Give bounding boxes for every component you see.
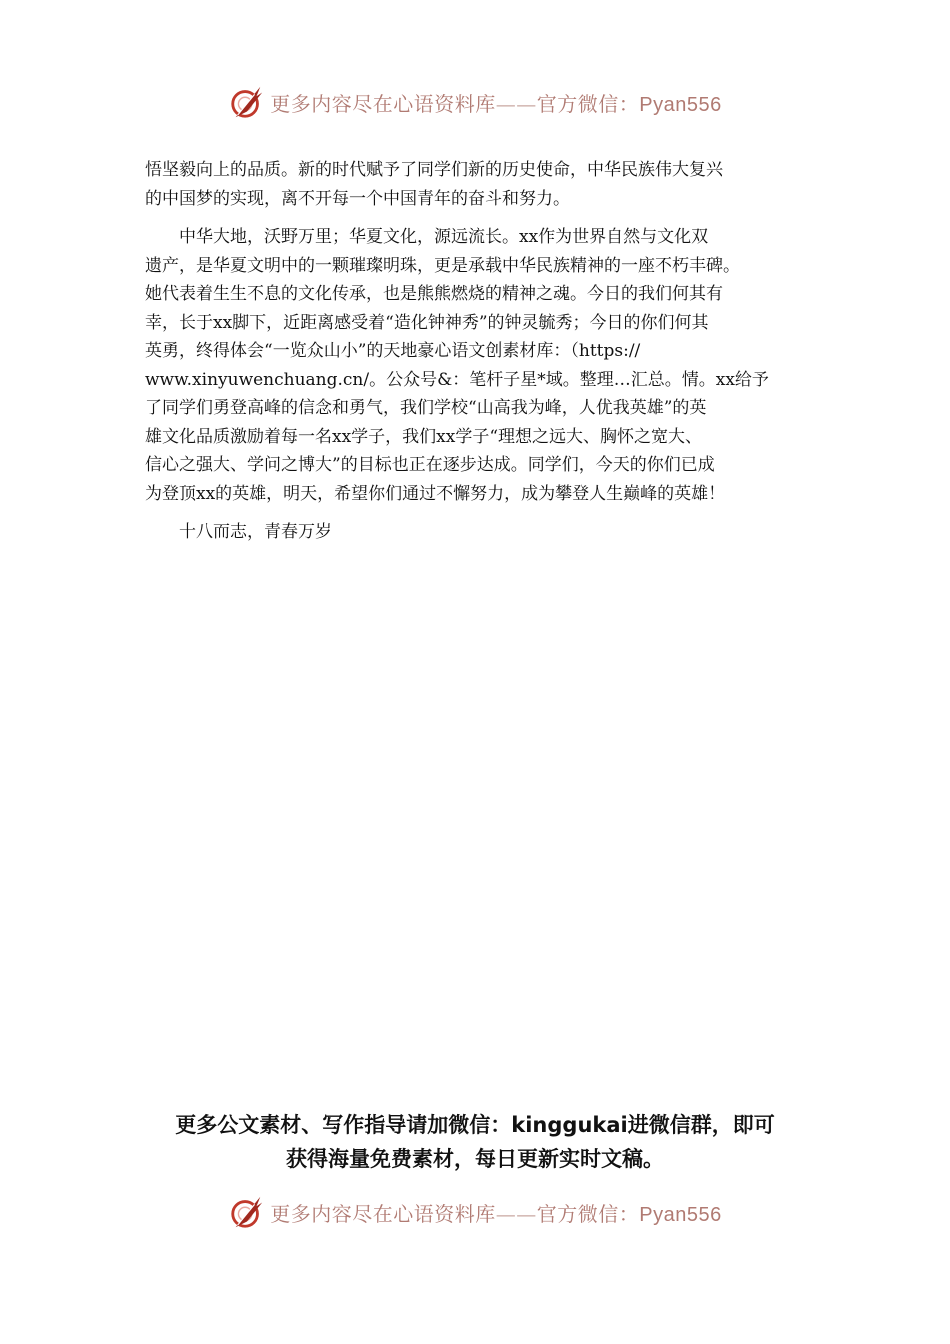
paragraph-line: 为登顶xx的英雄，明天，希望你们通过不懈努力，成为攀登人生巅峰的英雄！: [145, 483, 726, 504]
paragraph-line: 遗产，是华夏文明中的一颗璀璨明珠，更是承载中华民族精神的一座不朽丰碑。: [145, 255, 740, 276]
paragraph-3: [145, 518, 805, 547]
footer-banner-dash: ——: [495, 1201, 537, 1226]
paragraph-line: 十八而志，青春万岁: [179, 522, 332, 542]
quill-pen-logo-icon: [228, 83, 266, 121]
quill-pen-logo-icon: [228, 1193, 266, 1231]
footer-banner-inner: [228, 1193, 721, 1231]
paragraph-line: 中华大地，沃野万里；华夏文化，源远流长。xx作为世界自然与文化双: [179, 227, 709, 247]
promo-note-line-1: 更多公文素材、写作指导请加微信：kinggukai进微信群，即可: [175, 1113, 775, 1137]
footer-banner-title: 更多内容尽在心语资料库: [270, 1201, 496, 1226]
paragraph-2: [145, 223, 805, 508]
header-banner-title: 更多内容尽在心语资料库: [270, 91, 496, 116]
promo-note: [0, 1108, 950, 1176]
promo-note-line-2: 获得海量免费素材，每日更新实时文稿。: [286, 1147, 664, 1171]
paragraph-line: 的中国梦的实现，离不开每一个中国青年的奋斗和努力。: [145, 188, 570, 209]
header-banner-wechat: 官方微信：Pyan556: [536, 93, 722, 116]
paragraph-line: 信心之强大、学问之博大”的目标也正在逐步达成。同学们，今天的你们已成: [145, 455, 715, 475]
document-body: [145, 156, 805, 557]
paragraph-line: 悟坚毅向上的品质。新的时代赋予了同学们新的历史使命，中华民族伟大复兴: [145, 160, 723, 180]
header-banner-inner: [228, 83, 721, 121]
footer-banner: [0, 1190, 950, 1234]
header-banner-text: [270, 88, 721, 117]
paragraph-line: 幸，长于xx脚下，近距离感受着“造化钟神秀”的钟灵毓秀；今日的你们何其: [145, 312, 709, 333]
paragraph-line: www.xinyuwenchuang.cn/。公众号&：笔杆子星*域。整理…汇总。情。xx给予: [145, 369, 769, 390]
footer-banner-text: [270, 1198, 721, 1227]
paragraph-line: 了同学们勇登高峰的信念和勇气，我们学校“山高我为峰，人优我英雄”的英: [145, 398, 707, 418]
paragraph-line: 英勇，终得体会“一览众山小”的天地豪心语文创素材库：（https://: [145, 341, 641, 361]
paragraph-line: 雄文化品质激励着每一名xx学子，我们xx学子“理想之远大、胸怀之宽大、: [145, 426, 703, 447]
footer-banner-wechat: 官方微信：Pyan556: [536, 1203, 722, 1226]
paragraph-1: [145, 156, 805, 213]
header-banner: [0, 80, 950, 124]
paragraph-line: 她代表着生生不息的文化传承，也是熊熊燃烧的精神之魂。今日的我们何其有: [145, 284, 723, 304]
header-banner-dash: ——: [495, 91, 537, 116]
